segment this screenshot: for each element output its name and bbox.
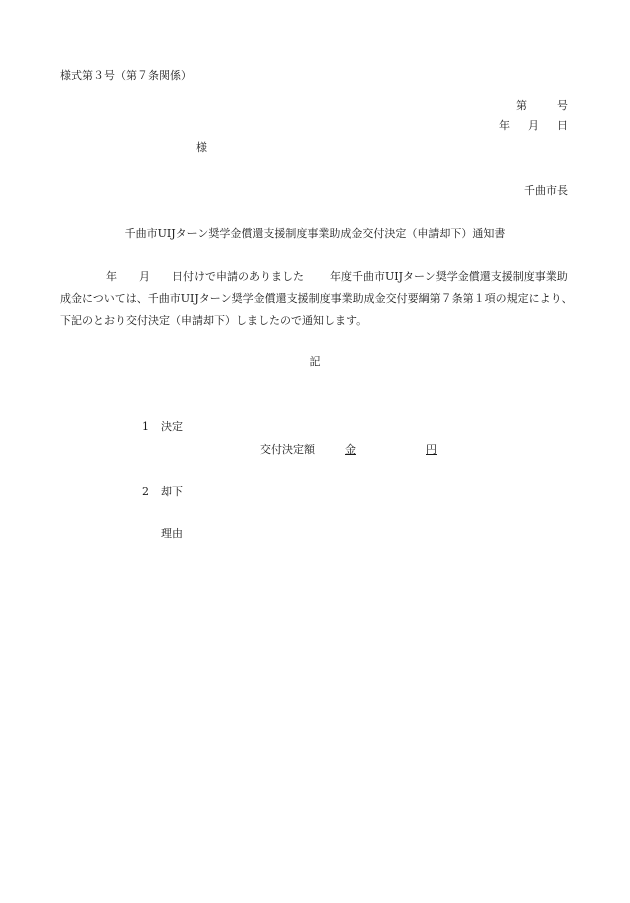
item-decision-number: 1	[142, 420, 149, 433]
body-line1-rest: 日付けで申請のありました	[172, 270, 304, 283]
body-line-2: 成金については、千曲市UIJターン奨学金償還支援制度事業助成金交付要綱第７条第１項の規定により、	[60, 292, 573, 305]
amount-label: 交付決定額	[260, 443, 315, 456]
document-date	[499, 117, 568, 133]
body-month: 月	[139, 270, 150, 283]
amount-field	[345, 441, 437, 457]
item-rejection-label: 却下	[161, 485, 183, 498]
ki-heading: 記	[309, 355, 321, 368]
amount-prefix: 金	[345, 443, 356, 456]
item-decision	[142, 418, 183, 434]
body-line1-end: 年度千曲市UIJターン奨学金償還支援制度事業助	[330, 270, 568, 283]
item-rejection	[142, 483, 183, 499]
doc-number-suffix: 号	[557, 99, 568, 112]
amount-unit: 円	[426, 443, 437, 456]
doc-number-prefix: 第	[516, 99, 527, 112]
document-number	[516, 97, 568, 113]
date-day: 日	[557, 119, 568, 132]
item-decision-label: 決定	[161, 420, 183, 433]
reason-label: 理由	[161, 527, 183, 540]
body-text	[60, 266, 580, 332]
form-label: 様式第３号（第７条関係）	[60, 69, 192, 82]
body-line-1	[60, 266, 580, 288]
amount-row	[260, 441, 437, 457]
date-year: 年	[499, 119, 510, 132]
item-rejection-number: 2	[142, 485, 149, 498]
document-title: 千曲市UIJターン奨学金償還支援制度事業助成金交付決定（申請却下）通知書	[124, 227, 506, 240]
addressee: 様	[196, 141, 207, 154]
date-month: 月	[528, 119, 539, 132]
issuer: 千曲市長	[524, 184, 568, 197]
body-year: 年	[106, 270, 117, 283]
body-line-3: 下記のとおり交付決定（申請却下）しましたので通知します。	[60, 314, 368, 327]
